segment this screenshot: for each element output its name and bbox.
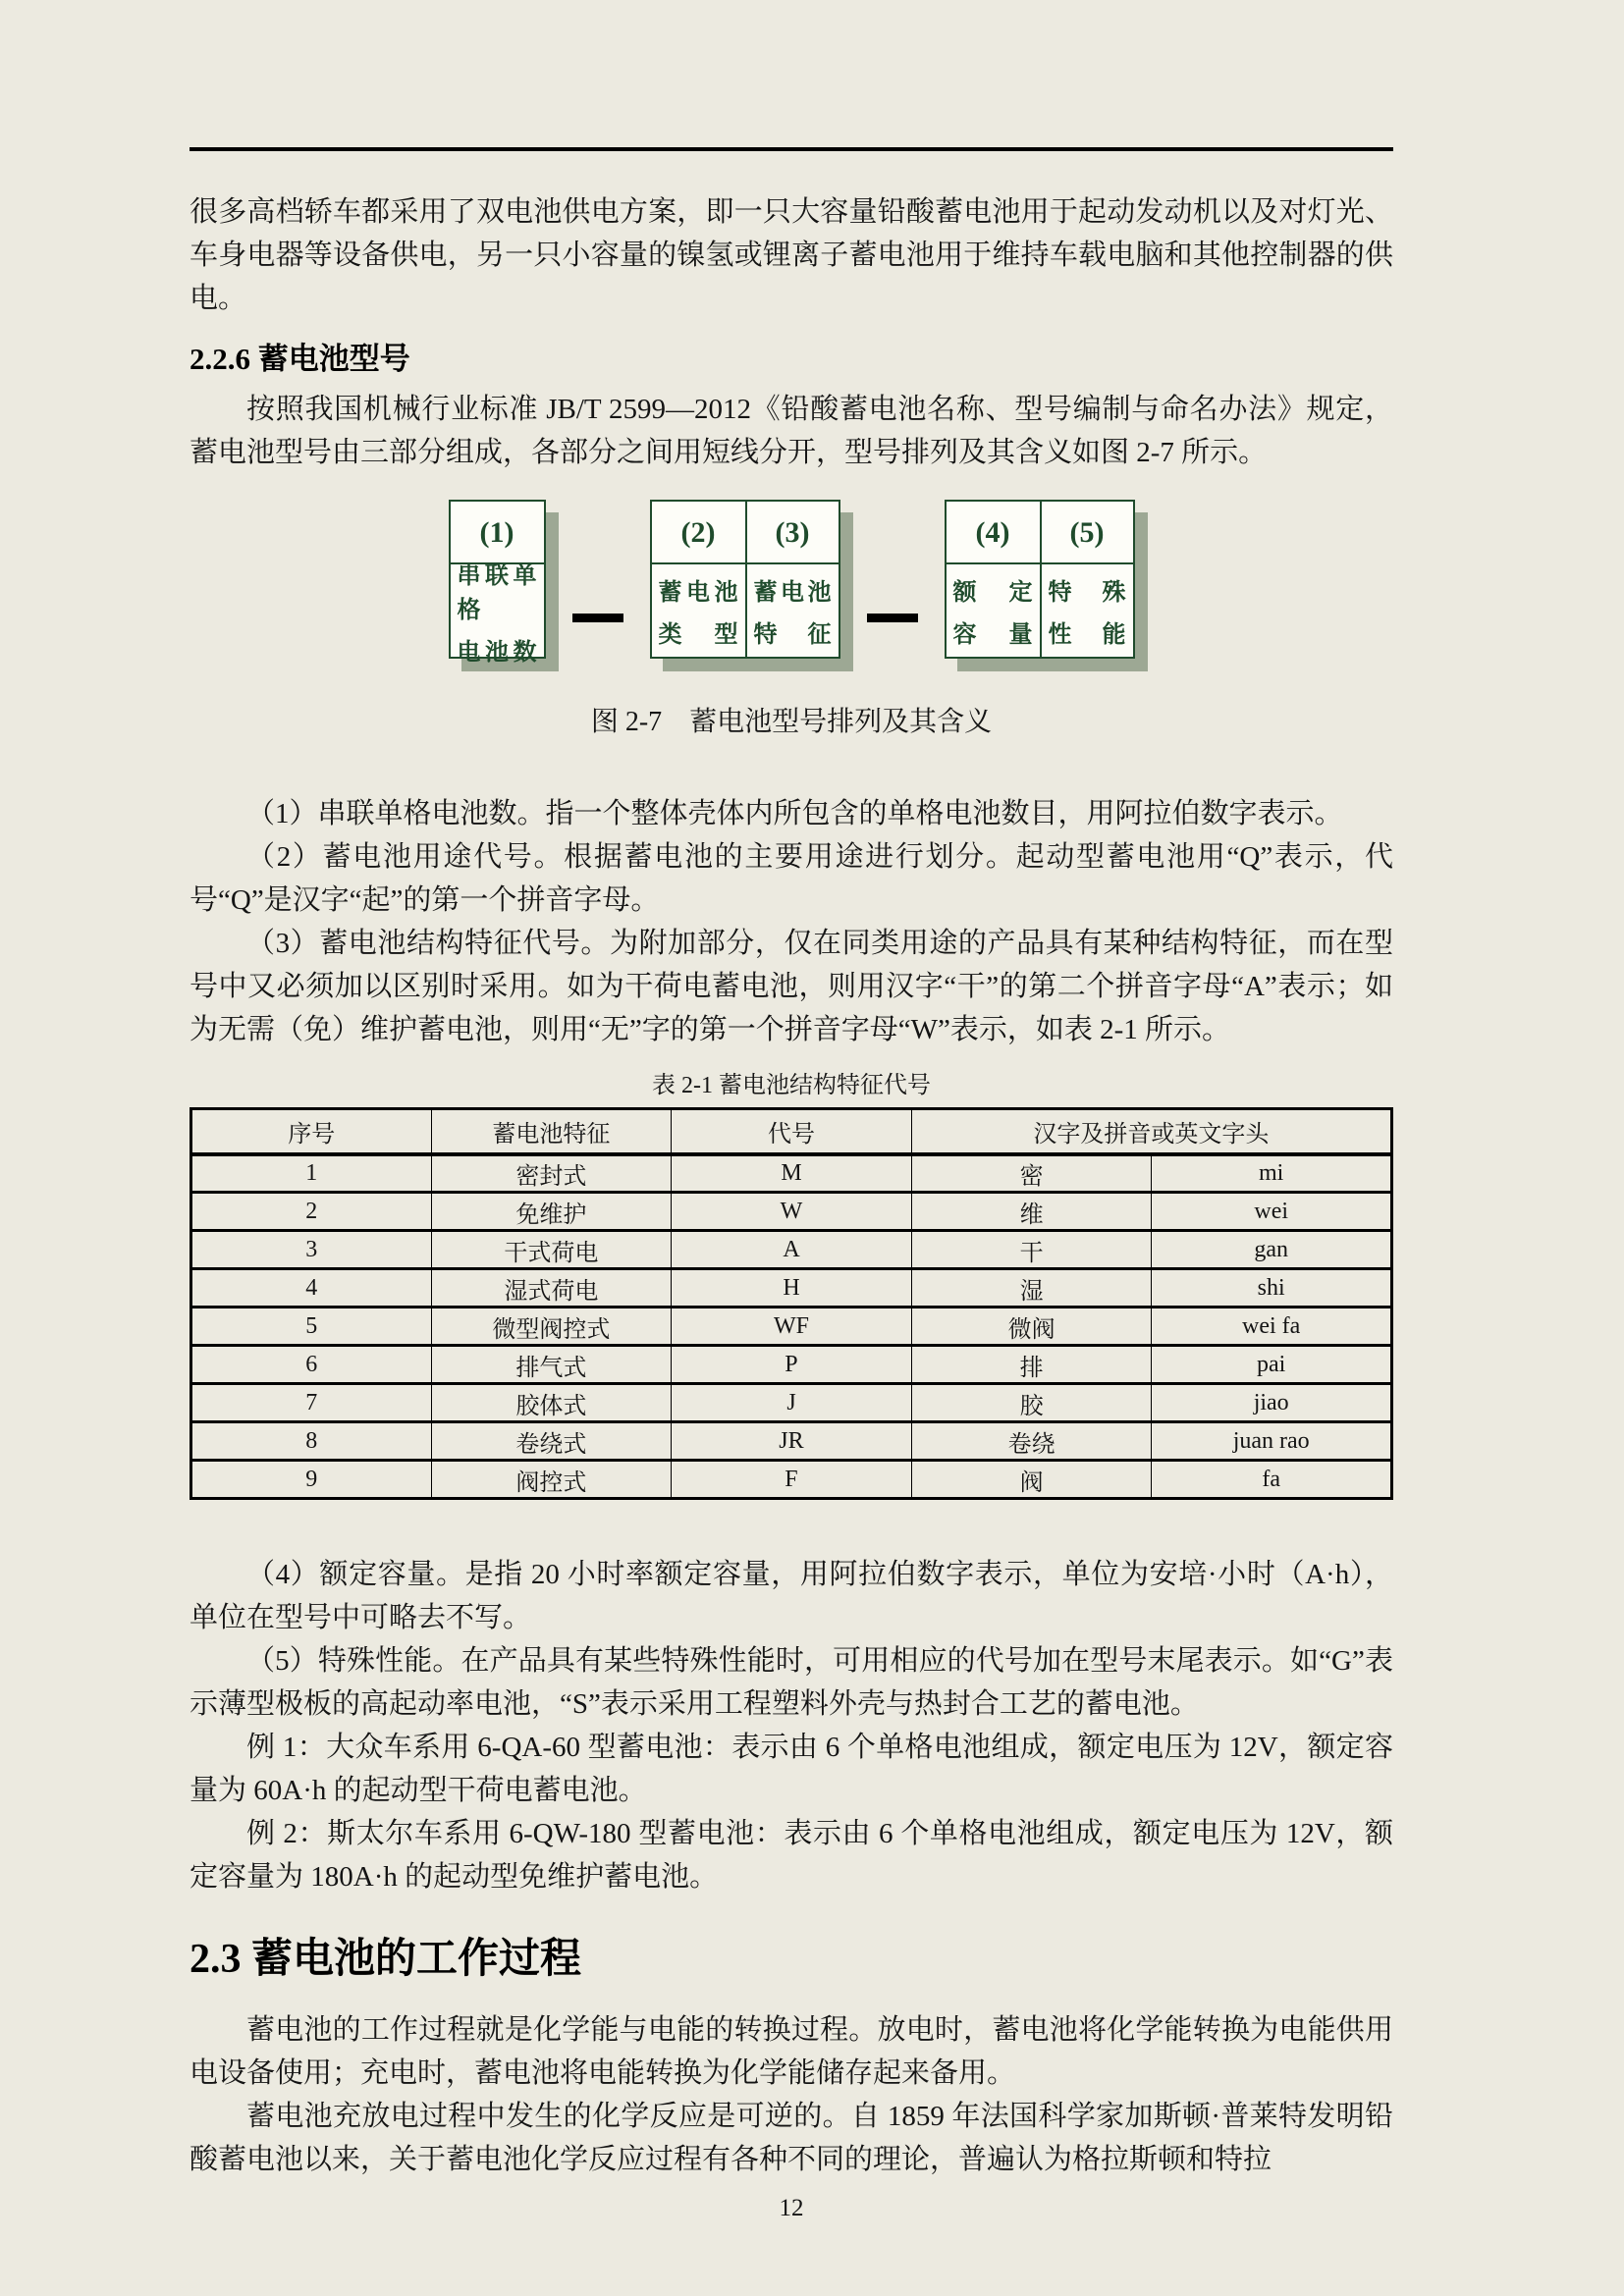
paragraph-item-5: （5）特殊性能。在产品具有某些特殊性能时，可用相应的代号加在型号末尾表示。如“G”表示薄型极板的高起动率电池，“S”表示采用工程塑料外壳与热封合工艺的蓄电池。 — [189, 1645, 1393, 1720]
paragraph-item-2: （2）蓄电池用途代号。根据蓄电池的主要用途进行划分。起动型蓄电池用“Q”表示，代号“Q”是汉字“起”的第一个拼音字母。 — [189, 841, 1393, 916]
cell: 卷绕 — [911, 1422, 1152, 1461]
figure-box-5-label-line2: 性能 — [1048, 621, 1126, 648]
figure-box-3-label-line1: 蓄电池 — [753, 579, 832, 606]
cell: F — [672, 1461, 912, 1499]
table-row — [191, 1231, 1392, 1269]
table-header-hanzi-pinyin: 汉字及拼音或英文字头 — [911, 1109, 1391, 1154]
cell: 1 — [191, 1154, 432, 1193]
figure-box-group-3 — [945, 500, 1135, 659]
table-2-1 — [189, 1107, 1393, 1500]
figure-box-1-label-line1: 串联单格 — [457, 561, 537, 623]
cell: mi — [1152, 1154, 1392, 1193]
figure-box-5-label-line1: 特殊 — [1048, 579, 1126, 606]
table-header-code: 代号 — [672, 1109, 912, 1154]
figure-box-4-number: (4) — [947, 502, 1040, 564]
cell: gan — [1152, 1231, 1392, 1269]
figure-box-5-number: (5) — [1042, 502, 1133, 564]
cell: 维 — [911, 1193, 1152, 1231]
numbered-items-1-3 — [189, 792, 1393, 1051]
table-row — [191, 1193, 1392, 1231]
cell: A — [672, 1231, 912, 1269]
cell: P — [672, 1346, 912, 1384]
figure-box-2-label — [652, 564, 745, 657]
cell: 微阀 — [911, 1308, 1152, 1346]
figure-box-1-label-line2: 电池数 — [457, 638, 537, 666]
cell: 密 — [911, 1154, 1152, 1193]
cell: 干式荷电 — [431, 1231, 672, 1269]
figure-box-3-label — [747, 564, 839, 657]
table-row — [191, 1154, 1392, 1193]
cell: 湿式荷电 — [431, 1269, 672, 1308]
table-title: 表 2-1 蓄电池结构特征代号 — [652, 1073, 931, 1098]
table-row — [191, 1308, 1392, 1346]
paragraph-working-process-2: 蓄电池充放电过程中发生的化学反应是可逆的。自 1859 年法国科学家加斯顿·普莱特发明铅酸蓄电池以来，关于蓄电池化学反应过程有各种不同的理论，普遍认为格拉斯顿和特拉 — [189, 2101, 1393, 2175]
figure-box-4-label — [947, 564, 1040, 657]
table-header-row — [191, 1109, 1392, 1154]
section-heading-2-2-6: 2.2.6 蓄电池型号 — [189, 342, 410, 376]
paragraph-standard: 按照我国机械行业标准 JB/T 2599—2012《铅酸蓄电池名称、型号编制与命名办法》规定，蓄电池型号由三部分组成，各部分之间用短线分开，型号排列及其含义如图 2-7 所示。 — [189, 394, 1393, 468]
figure-box-3-label-line2: 特征 — [753, 621, 832, 648]
table-row — [191, 1346, 1392, 1384]
cell: wei fa — [1152, 1308, 1392, 1346]
cell: 胶体式 — [431, 1384, 672, 1422]
figure-diagram — [189, 500, 1393, 666]
numbered-items-4-5-examples — [189, 1553, 1393, 1898]
figure-box-1-label — [451, 561, 544, 666]
cell: 7 — [191, 1384, 432, 1422]
figure-box-group-2 — [650, 500, 840, 659]
cell: 免维护 — [431, 1193, 672, 1231]
figure-box-4 — [947, 502, 1040, 657]
cell: jiao — [1152, 1384, 1392, 1422]
cell: 4 — [191, 1269, 432, 1308]
cell: shi — [1152, 1269, 1392, 1308]
table-row — [191, 1269, 1392, 1308]
figure-box-5 — [1040, 502, 1133, 657]
figure-box-group-1 — [449, 500, 546, 666]
cell: WF — [672, 1308, 912, 1346]
paragraph-item-1: （1）串联单格电池数。指一个整体壳体内所包含的单格电池数目，用阿拉伯数字表示。 — [246, 798, 1343, 829]
cell: 微型阀控式 — [431, 1308, 672, 1346]
cell: W — [672, 1193, 912, 1231]
cell: 排 — [911, 1346, 1152, 1384]
cell: M — [672, 1154, 912, 1193]
figure-box-2-label-line2: 类型 — [658, 621, 738, 648]
cell: 阀控式 — [431, 1461, 672, 1499]
hyphen-connector-1 — [572, 614, 623, 622]
cell: 湿 — [911, 1269, 1152, 1308]
section-heading-2-3: 2.3 蓄电池的工作过程 — [189, 1937, 582, 1982]
table-row — [191, 1384, 1392, 1422]
figure-box-4-label-line2: 容量 — [952, 621, 1033, 648]
cell: pai — [1152, 1346, 1392, 1384]
cell: 5 — [191, 1308, 432, 1346]
figure-box-2 — [652, 502, 745, 657]
cell: 3 — [191, 1231, 432, 1269]
cell: 胶 — [911, 1384, 1152, 1422]
table-row — [191, 1461, 1392, 1499]
cell: 排气式 — [431, 1346, 672, 1384]
figure-caption: 图 2-7 蓄电池型号排列及其含义 — [590, 707, 993, 737]
cell: 9 — [191, 1461, 432, 1499]
paragraph-example-2: 例 2：斯太尔车系用 6-QW-180 型蓄电池：表示由 6 个单格电池组成，额定电压为 12V，额定容量为 180A·h 的起动型免维护蓄电池。 — [189, 1818, 1393, 1893]
table-header-seq: 序号 — [191, 1109, 432, 1154]
page-content — [189, 147, 1393, 2222]
hyphen-connector-2 — [867, 614, 918, 622]
cell: 密封式 — [431, 1154, 672, 1193]
paragraph-working-process-1: 蓄电池的工作过程就是化学能与电能的转换过程。放电时，蓄电池将化学能转换为电能供用电设备使用；充电时，蓄电池将电能转换为化学能储存起来备用。 — [189, 2014, 1393, 2089]
cell: wei — [1152, 1193, 1392, 1231]
figure-box-3 — [745, 502, 839, 657]
figure-2-7 — [189, 500, 1393, 739]
figure-box-2-label-line1: 蓄电池 — [658, 579, 738, 606]
page-number: 12 — [779, 2195, 804, 2221]
figure-box-2-number: (2) — [652, 502, 745, 564]
figure-box-5-label — [1042, 564, 1133, 657]
figure-box-1-number: (1) — [451, 502, 544, 564]
paragraph-intro: 很多高档轿车都采用了双电池供电方案，即一只大容量铅酸蓄电池用于起动发动机以及对灯光、车身电器等设备供电，另一只小容量的镍氢或锂离子蓄电池用于维持车载电脑和其他控制器的供电。 — [189, 196, 1393, 314]
cell: fa — [1152, 1461, 1392, 1499]
cell: 干 — [911, 1231, 1152, 1269]
figure-box-1 — [451, 502, 544, 666]
paragraph-item-3: （3）蓄电池结构特征代号。为附加部分，仅在同类用途的产品具有某种结构特征，而在型号中又必须加以区别时采用。如为干荷电蓄电池，则用汉字“干”的第二个拼音字母“A”表示；如为无需（免）维护蓄电池，则用“无”字的第一个拼音字母“W”表示，如表 2-1 所示。 — [189, 928, 1393, 1045]
table-row — [191, 1422, 1392, 1461]
figure-box-3-number: (3) — [747, 502, 839, 564]
cell: JR — [672, 1422, 912, 1461]
cell: juan rao — [1152, 1422, 1392, 1461]
paragraph-example-1: 例 1：大众车系用 6-QA-60 型蓄电池：表示由 6 个单格电池组成，额定电压为 12V，额定容量为 60A·h 的起动型干荷电蓄电池。 — [189, 1732, 1393, 1806]
cell: 卷绕式 — [431, 1422, 672, 1461]
cell: 6 — [191, 1346, 432, 1384]
cell: 阀 — [911, 1461, 1152, 1499]
cell: H — [672, 1269, 912, 1308]
header-rule — [189, 147, 1393, 151]
cell: J — [672, 1384, 912, 1422]
cell: 8 — [191, 1422, 432, 1461]
paragraph-item-4: （4）额定容量。是指 20 小时率额定容量，用阿拉伯数字表示，单位为安培·小时（A·h），单位在型号中可略去不写。 — [189, 1559, 1393, 1633]
table-header-feature: 蓄电池特征 — [431, 1109, 672, 1154]
figure-box-4-label-line1: 额定 — [952, 579, 1033, 606]
cell: 2 — [191, 1193, 432, 1231]
